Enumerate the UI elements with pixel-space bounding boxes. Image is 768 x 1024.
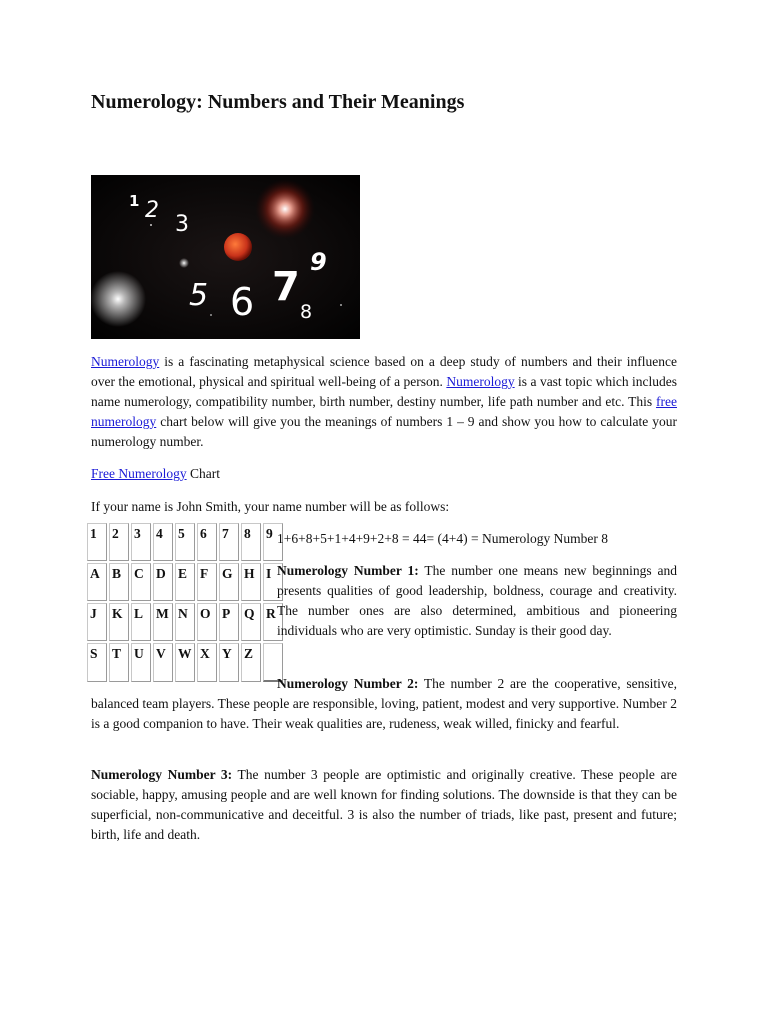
faint-star-2: [340, 304, 342, 306]
digit-2: 2: [145, 198, 159, 223]
grid-cell: N: [175, 603, 195, 641]
grid-cell: 7: [219, 523, 239, 561]
grid-cell: 2: [109, 523, 129, 561]
grid-cell: K: [109, 603, 129, 641]
grid-cell: B: [109, 563, 129, 601]
number-3-label: Numerology Number 3:: [91, 767, 233, 782]
grid-cell: X: [197, 643, 217, 682]
digit-3: 3: [175, 212, 189, 237]
grid-cell: I: [263, 563, 283, 601]
numerology-link-2[interactable]: Numerology: [446, 374, 515, 389]
chart-heading-text: Chart: [186, 466, 220, 481]
red-planet: [224, 233, 252, 261]
small-star: [179, 258, 189, 268]
faint-star-1: [150, 224, 152, 226]
numerology-letter-grid: [85, 521, 285, 684]
digit-7: 7: [272, 264, 300, 310]
grid-cell: A: [87, 563, 107, 601]
grid-cell: 1: [87, 523, 107, 561]
number-3-paragraph: [91, 765, 677, 845]
grid-row: [87, 523, 283, 561]
page-title: Numerology: Numbers and Their Meanings: [91, 91, 465, 113]
free-numerology-link[interactable]: free numerology: [91, 394, 677, 429]
grid-cell: P: [219, 603, 239, 641]
grid-cell: C: [131, 563, 151, 601]
name-example-text: If your name is John Smith, your name number will be as follows:: [91, 499, 450, 514]
number-1-paragraph: [277, 561, 677, 641]
grid-cell: J: [87, 603, 107, 641]
grid-cell: V: [153, 643, 173, 682]
number-1-text: The number one means new beginnings and presents qualities of good leadership, boldness, courage and creativity. The number ones are also determined, ambitious and pioneering individuals who are very optimistic. Sunday is their good day.: [277, 563, 677, 638]
grid-row: [87, 603, 283, 641]
red-star: [255, 179, 315, 239]
grid-cell: E: [175, 563, 195, 601]
grid-cell: 4: [153, 523, 173, 561]
grid-cell: F: [197, 563, 217, 601]
white-star-left: [91, 271, 146, 327]
number-2-text: The number 2 are the cooperative, sensitive, balanced team players. These people are responsible, loving, patient, modest and very supportive. Number 2 is a good companion to have. Their weak qualities are, rudeness, weak willed, finicky and fearful.: [91, 676, 677, 731]
grid-cell: L: [131, 603, 151, 641]
grid-cell: 5: [175, 523, 195, 561]
grid-cell: U: [131, 643, 151, 682]
grid-cell: Y: [219, 643, 239, 682]
digit-6: 6: [230, 280, 255, 324]
grid-cell: 3: [131, 523, 151, 561]
digit-8: 8: [300, 301, 313, 323]
numerology-link-1[interactable]: Numerology: [91, 354, 160, 369]
number-1-label: Numerology Number 1:: [277, 563, 419, 578]
intro-text-2: is a vast topic which includes name numerology, compatibility number, birth number, destiny number, life path number and etc. This: [91, 374, 677, 409]
intro-paragraph: [91, 352, 677, 452]
number-2-label: Numerology Number 2:: [277, 676, 419, 691]
grid-cell: S: [87, 643, 107, 682]
number-2-paragraph: [91, 674, 677, 734]
free-numerology-chart-link[interactable]: Free Numerology: [91, 466, 187, 481]
faint-star-3: [210, 314, 212, 316]
chart-heading: [91, 464, 677, 484]
grid-cell: D: [153, 563, 173, 601]
intro-text-3: chart below will give you the meanings of numbers 1 – 9 and show you how to calculate your numerology number.: [91, 414, 677, 449]
digit-1: 1: [129, 192, 140, 210]
grid-row: [87, 563, 283, 601]
grid-cell: Q: [241, 603, 261, 641]
grid-cell: G: [219, 563, 239, 601]
grid-cell: H: [241, 563, 261, 601]
intro-text-1: is a fascinating metaphysical science based on a deep study of numbers and their influence over the emotional, physical and spiritual well-being of a person.: [91, 354, 677, 389]
grid-cell: O: [197, 603, 217, 641]
digit-9: 9: [310, 248, 327, 276]
grid-cell: M: [153, 603, 173, 641]
numerology-hero-image: [91, 175, 360, 339]
grid-cell: T: [109, 643, 129, 682]
grid-cell: 8: [241, 523, 261, 561]
grid-cell: Z: [241, 643, 261, 682]
grid-cell: W: [175, 643, 195, 682]
grid-cell: R: [263, 603, 283, 641]
digit-5: 5: [189, 278, 209, 313]
grid-cell: 9: [263, 523, 283, 561]
grid-cell: 6: [197, 523, 217, 561]
calculation-text: 1+6+8+5+1+4+9+2+8 = 44= (4+4) = Numerology Number 8: [277, 531, 608, 546]
number-3-text: The number 3 people are optimistic and originally creative. These people are sociable, happy, amusing people and are well known for finding solutions. The downside is that they can be superficial, non-communicative and deceitful. 3 is also the number of triads, like past, present and future; birth, life and death.: [91, 767, 677, 842]
